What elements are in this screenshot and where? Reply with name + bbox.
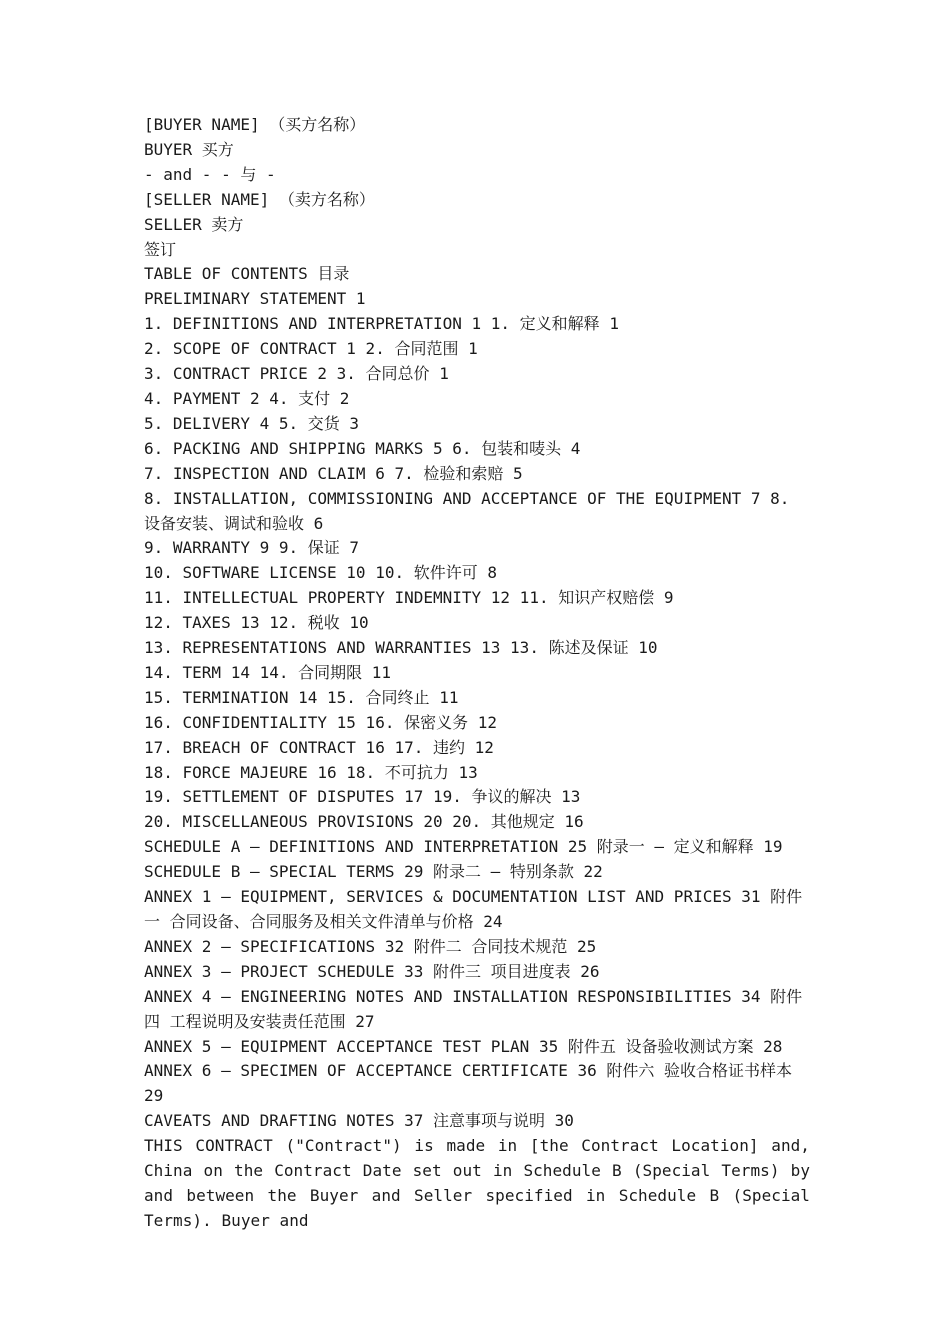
toc-entry[interactable]: 20. MISCELLANEOUS PROVISIONS 20 20. 其他规定 16 [144, 812, 584, 832]
toc-entry[interactable]: 11. INTELLECTUAL PROPERTY INDEMNITY 12 11. 知识产权赔偿 9 [144, 588, 674, 608]
toc-entry[interactable]: 6. PACKING AND SHIPPING MARKS 5 6. 包装和唛头 4 [144, 438, 581, 458]
toc-entry[interactable]: ANNEX 5 – EQUIPMENT ACCEPTANCE TEST PLAN 35 附件五 设备验收测试方案 28 [144, 1036, 783, 1056]
toc-entry[interactable]: ANNEX 2 – SPECIFICATIONS 32 附件二 合同技术规范 25 [144, 936, 597, 956]
seller-name: [SELLER NAME] （卖方名称） [144, 189, 375, 209]
toc-entry[interactable]: 17. BREACH OF CONTRACT 16 17. 违约 12 [144, 737, 494, 757]
toc-entry[interactable]: 18. FORCE MAJEURE 16 18. 不可抗力 13 [144, 762, 478, 782]
buyer-name: [BUYER NAME] （买方名称） [144, 115, 366, 134]
toc-entry[interactable]: 2. SCOPE OF CONTRACT 1 2. 合同范围 1 [144, 339, 478, 359]
toc-entry[interactable]: 14. TERM 14 14. 合同期限 11 [144, 662, 392, 682]
toc-entry[interactable]: 4. PAYMENT 2 4. 支付 2 [144, 388, 350, 408]
contract-opening-paragraph: THIS CONTRACT ("Contract") is made in [the Contract Location] and, China on the Contract Date set out in Schedule B (Special Terms) by and between the Buyer and Seller specified in Schedule B (Special Terms). Buyer and [144, 1136, 810, 1230]
toc-entry[interactable]: 10. SOFTWARE LICENSE 10 10. 软件许可 8 [144, 563, 497, 583]
contract-document [144, 113, 810, 1234]
toc-entry[interactable]: ANNEX 6 – SPECIMEN OF ACCEPTANCE CERTIFICATE 36 附件六 验收合格证书样本 29 [144, 1061, 802, 1106]
toc-entry[interactable]: 16. CONFIDENTIALITY 15 16. 保密义务 12 [144, 712, 497, 732]
toc-entry[interactable]: ANNEX 3 – PROJECT SCHEDULE 33 附件三 项目进度表 26 [144, 961, 600, 981]
toc-title: TABLE OF CONTENTS 目录 [144, 264, 350, 284]
toc-entry[interactable]: 13. REPRESENTATIONS AND WARRANTIES 13 13. 陈述及保证 10 [144, 638, 658, 658]
toc-entry[interactable]: 12. TAXES 13 12. 税收 10 [144, 613, 369, 633]
toc-entry[interactable]: SCHEDULE A – DEFINITIONS AND INTERPRETATION 25 附录一 – 定义和解释 19 [144, 837, 783, 857]
toc-entry[interactable]: 15. TERMINATION 14 15. 合同终止 11 [144, 687, 459, 707]
signed-label: 签订 [144, 239, 177, 259]
toc-entry[interactable]: 8. INSTALLATION, COMMISSIONING AND ACCEPTANCE OF THE EQUIPMENT 7 8. 设备安装、调试和验收 6 [144, 488, 800, 533]
toc-entry[interactable]: ANNEX 4 – ENGINEERING NOTES AND INSTALLATION RESPONSIBILITIES 34 附件四 工程说明及安装责任范围 27 [144, 986, 803, 1031]
toc-entry[interactable]: PRELIMINARY STATEMENT 1 [144, 289, 366, 309]
toc-entry[interactable]: 9. WARRANTY 9 9. 保证 7 [144, 538, 360, 558]
toc-entry[interactable]: 5. DELIVERY 4 5. 交货 3 [144, 413, 360, 433]
toc-entry[interactable]: 19. SETTLEMENT OF DISPUTES 17 19. 争议的解决 13 [144, 787, 581, 807]
toc-entry[interactable]: 7. INSPECTION AND CLAIM 6 7. 检验和索赔 5 [144, 463, 523, 483]
toc-entry[interactable]: SCHEDULE B – SPECIAL TERMS 29 附录二 – 特别条款 22 [144, 862, 603, 882]
toc-entry[interactable]: 3. CONTRACT PRICE 2 3. 合同总价 1 [144, 364, 449, 384]
toc-entry[interactable]: 1. DEFINITIONS AND INTERPRETATION 1 1. 定义和解释 1 [144, 314, 619, 334]
toc-list [144, 287, 810, 1134]
buyer-label: BUYER 买方 [144, 139, 234, 159]
seller-label: SELLER 卖方 [144, 214, 244, 234]
toc-entry[interactable]: CAVEATS AND DRAFTING NOTES 37 注意事项与说明 30 [144, 1111, 574, 1131]
and-line: - and - - 与 - [144, 164, 276, 184]
toc-entry[interactable]: ANNEX 1 – EQUIPMENT, SERVICES & DOCUMENTATION LIST AND PRICES 31 附件一 合同设备、合同服务及相关文件清单与价格 24 [144, 887, 803, 931]
